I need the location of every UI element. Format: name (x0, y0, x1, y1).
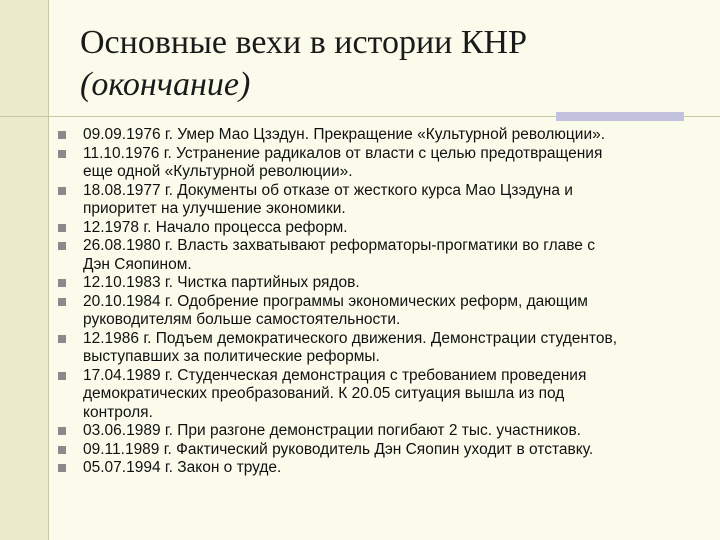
slide-title (80, 22, 700, 106)
list-item-line: демократических преобразований. К 20.05 ситуация вышла из под (83, 385, 565, 402)
title-main: Основные вехи в истории КНР (80, 24, 527, 61)
list-item-line: выступавших за политические реформы. (83, 348, 380, 365)
list-item (58, 219, 710, 238)
list-item-line: 26.08.1980 г. Власть захватывают реформаторы-прогматики во главе с (83, 237, 595, 254)
list-item-line: Дэн Сяопином. (83, 255, 192, 273)
list-item (58, 293, 710, 330)
square-bullet-icon (58, 298, 66, 306)
list-item (58, 441, 710, 460)
list-item (58, 126, 710, 145)
square-bullet-icon (58, 150, 66, 158)
list-item-line: 12.10.1983 г. Чистка партийных рядов. (83, 274, 360, 291)
square-bullet-icon (58, 279, 66, 287)
square-bullet-icon (58, 335, 66, 343)
list-item (58, 182, 710, 219)
list-item (58, 422, 710, 441)
list-item-line: 11.10.1976 г. Устранение радикалов от власти с целью предотвращения (83, 144, 603, 162)
title-subtitle: (окончание) (80, 66, 251, 103)
list-item (58, 459, 710, 478)
list-item-line: контроля. (83, 403, 153, 421)
accent-bar (556, 112, 684, 121)
list-item-line: еще одной «Культурной революции». (83, 163, 353, 180)
list-item-line: 09.09.1976 г. Умер Мао Цзэдун. Прекращение «Культурной революции». (83, 126, 606, 143)
list-item-line: 03.06.1989 г. При разгоне демонстрации погибают 2 тыс. участников. (83, 422, 581, 439)
square-bullet-icon (58, 446, 66, 454)
list-item-line: 12.1978 г. Начало процесса реформ. (83, 218, 348, 236)
square-bullet-icon (58, 224, 66, 232)
square-bullet-icon (58, 242, 66, 250)
list-item-line: руководителям больше самостоятельности. (83, 311, 401, 328)
square-bullet-icon (58, 464, 66, 472)
list-item-line: 20.10.1984 г. Одобрение программы экономических реформ, дающим (83, 292, 588, 310)
list-item (58, 237, 710, 274)
square-bullet-icon (58, 131, 66, 139)
list-item-line: приоритет на улучшение экономики. (83, 200, 346, 217)
list-item-line: 17.04.1989 г. Студенческая демонстрация с требованием проведения (83, 366, 587, 384)
list-item (58, 367, 710, 423)
square-bullet-icon (58, 427, 66, 435)
square-bullet-icon (58, 187, 66, 195)
list-item (58, 274, 710, 293)
list-item-line: 18.08.1977 г. Документы об отказе от жесткого курса Мао Цзэдуна и (83, 181, 573, 199)
list-item-line: 09.11.1989 г. Фактический руководитель Дэн Сяопин уходит в отставку. (83, 440, 594, 458)
list-item-line: 12.1986 г. Подъем демократического движения. Демонстрации студентов, (83, 329, 618, 347)
list-item (58, 330, 710, 367)
left-decorative-strip (0, 0, 48, 540)
list-item-line: 05.07.1994 г. Закон о труде. (83, 459, 282, 476)
square-bullet-icon (58, 372, 66, 380)
milestones-list (58, 126, 710, 478)
vertical-divider (48, 0, 49, 540)
list-item (58, 145, 710, 182)
